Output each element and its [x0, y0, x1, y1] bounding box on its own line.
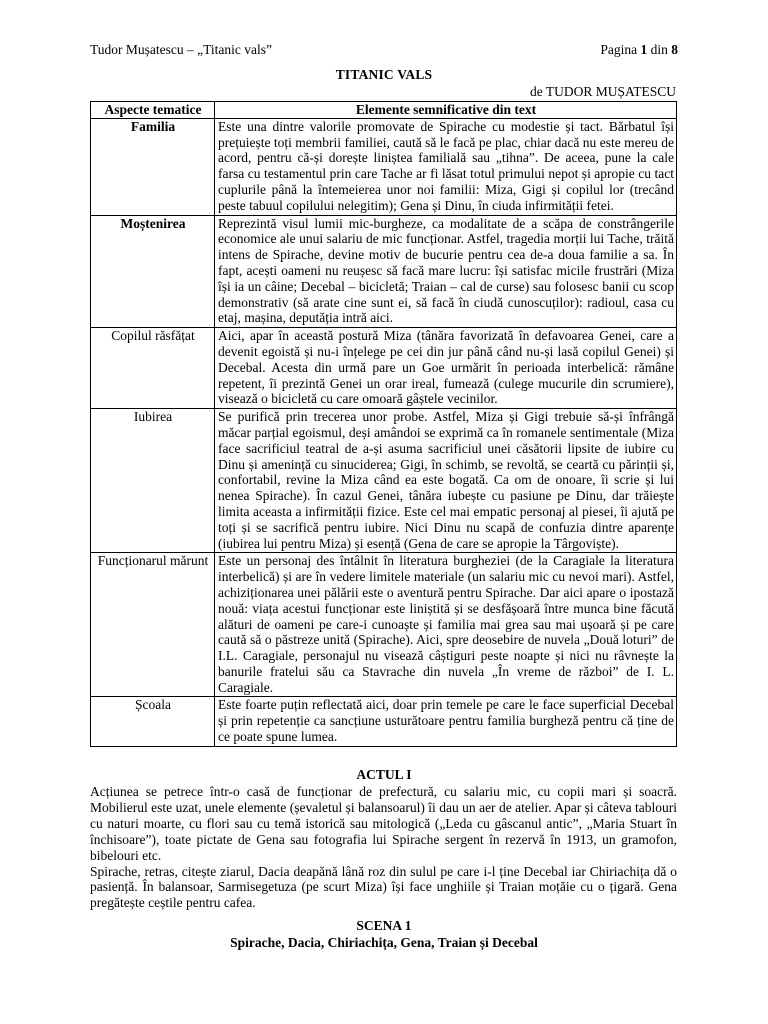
table-row [91, 215, 677, 328]
header-author-title: Tudor Mușatescu – „Titanic vals” [90, 42, 272, 57]
document-title: TITANIC VALS [335, 67, 433, 82]
aspect-cell: Familia [91, 118, 215, 215]
aspect-cell: Iubirea [91, 409, 215, 553]
table-row [91, 409, 677, 553]
page-total: 8 [671, 42, 678, 57]
description-cell: Aici, apar în această postură Miza (tânăra favorizată în defavoarea Genei, care a devenit egoistă și nu-i înțelege pe cei din jur până când nu-și lasă copilul Genei) și Decebal. Acesta din urmă pare un Goe urmărit în perioada interbelică: rămâne repetent, îi prezintă Genei un orar ireal, fumează (culege mucurile din scrumiere), visează o bicicletă cu care omoară gâștele vecinilor. [215, 328, 677, 409]
aspect-cell: Moștenirea [91, 215, 215, 328]
table-row [91, 553, 677, 697]
aspect-cell: Copilul răsfățat [91, 328, 215, 409]
themes-table [90, 101, 677, 747]
description-cell: Este foarte puțin reflectată aici, doar prin temele pe care le face superficial Decebal și prin repetenție ca sancțiune usturătoare pentru familia burgheză pentru că ține de ce poate spune lumea. [215, 697, 677, 746]
table-header-row [91, 102, 677, 119]
column-header-elements: Elemente semnificative din text [215, 102, 677, 119]
description-cell: Se purifică prin trecerea unor probe. Astfel, Miza și Gigi trebuie să-și înfrângă măcar parțial egoismul, deși amândoi se exprimă ca în romanele sentimentale (Miza face sacrificiul teatral de a-și asuma sacrificiul unei căsătorii lipsite de iubire cu Dinu și amenință cu sinuciderea; Gigi, în schimb, se revoltă, se ceartă cu părinții și, confortabil, revine la Miza când ea este bogată. Ca om de onoare, îi scrie și lui nenea Spirache). În cazul Genei, tânăra iubește cu pasiune pe Dinu, dar trăiește limita aceasta a infirmității fizice. Este cel mai empatic personaj al piesei, îi ajută pe toți și se sacrifică pentru iubire. Nici Dinu nu scapă de confuzia dintre aparențe (iubirea lui pentru Miza) și esență (Gena de care se apropie la Târgoviște). [215, 409, 677, 553]
page-prefix: Pagina [600, 42, 641, 57]
stage-directions-setting: Acțiunea se petrece într-o casă de funcționar de prefectură, cu salariu mic, cu copii mari și soacră. Mobilierul este uzat, unele elemente (șevaletul și balansoarul) îi dau un aer de atelier. Apar și câteva tablouri cu naturi moarte, cu flori sau cu temă istorică sau mitologică („Leda cu gâscanul antic”, „Maria Stuart în închisoare”), toate pictate de Gena sau fotografia lui Spirache sergent în rezervă în 1913, un gramofon, bibelouri etc. [90, 784, 677, 863]
column-header-aspects: Aspecte tematice [91, 102, 215, 119]
table-row [91, 118, 677, 215]
description-cell: Este un personaj des întâlnit în literatura burgheziei (de la Caragiale la literatura interbelică) și are în vedere limitele materiale (un salariu mic cu nevoi mari). Astfel, achiziționarea unei pălării este o aventură pentru Spirache. Dar aici apare o ipostază nouă: viața acestui funcționar este liniștită și se desfășoară între munca bine făcută alături de oameni pe care-i cunoaște și familia mai grea sau mai ușoară și pe care caută să o păstreze unită (Spirache). Aici, spre deosebire de nuvela „Două loturi” de I.L. Caragiale, personajul nu visează câștiguri peste noapte și nici nu râvnește la banurile fratelui său ca Stavrache din nuvela „În vreme de război” de I. L. Caragiale. [215, 553, 677, 697]
stage-directions-characters: Spirache, retras, citește ziarul, Dacia deapănă lână roz din sulul pe care i-l ține Decebal iar Chiriachița dă o pasiență. În balansoar, Sarmisegetuza (pe scurt Miza) își face unghiile și Traian moțăie cu o țigară. Gena pregătește ceștile pentru cafea. [90, 863, 677, 911]
act-title: ACTUL I [356, 767, 412, 782]
table-row [91, 328, 677, 409]
description-cell: Este una dintre valorile promovate de Spirache cu modestie și tact. Bărbatul își prețuiește toți membrii familiei, caută să le facă pe plac, chiar dacă nu este mereu de acord, pentru că-și dorește liniștea familială sau „tihna”. De aceea, pune la cale farsa cu testamentul prin care Tache ar fi lăsat totul primului nepot și apropie cu tact cuplurile până la întemeierea unor noi familii: Miza, Gigi și copilul lor (trecând peste tabuul copilului nelegitim); Gena și Dinu, în ciuda infirmității fetei. [215, 118, 677, 215]
act-description [90, 784, 677, 911]
page-middle: din [647, 42, 672, 57]
aspect-cell: Școala [91, 697, 215, 746]
page-header [90, 42, 678, 60]
scene-characters: Spirache, Dacia, Chiriachița, Gena, Traian și Decebal [230, 935, 538, 950]
document-author: de TUDOR MUȘATESCU [529, 84, 676, 99]
table-row [91, 697, 677, 746]
aspect-cell: Funcționarul mărunt [91, 553, 215, 697]
scene-title: SCENA 1 [356, 918, 412, 933]
description-cell: Reprezintă visul lumii mic-burgheze, ca modalitate de a scăpa de constrângerile economice ale unui salariu de mic funcționar. Astfel, tragedia morții lui Tache, trăită intens de Spirache, devine motiv de bucurie pentru cea de-a doua familie a sa. În fapt, acești oameni nu reușesc să facă mare lucru: își satisfac micile frustrări (Miza își ia un câine; Decebal – bicicletă; Traian – cal de curse) sau folosesc banii cu scop demonstrativ (să arate cine sunt ei, să facă în ciudă cunoscuților): radioul, casa cu etaj, mașina, deputăția intră aici. [215, 215, 677, 328]
page-current: 1 [640, 42, 648, 57]
page-number [600, 42, 678, 58]
